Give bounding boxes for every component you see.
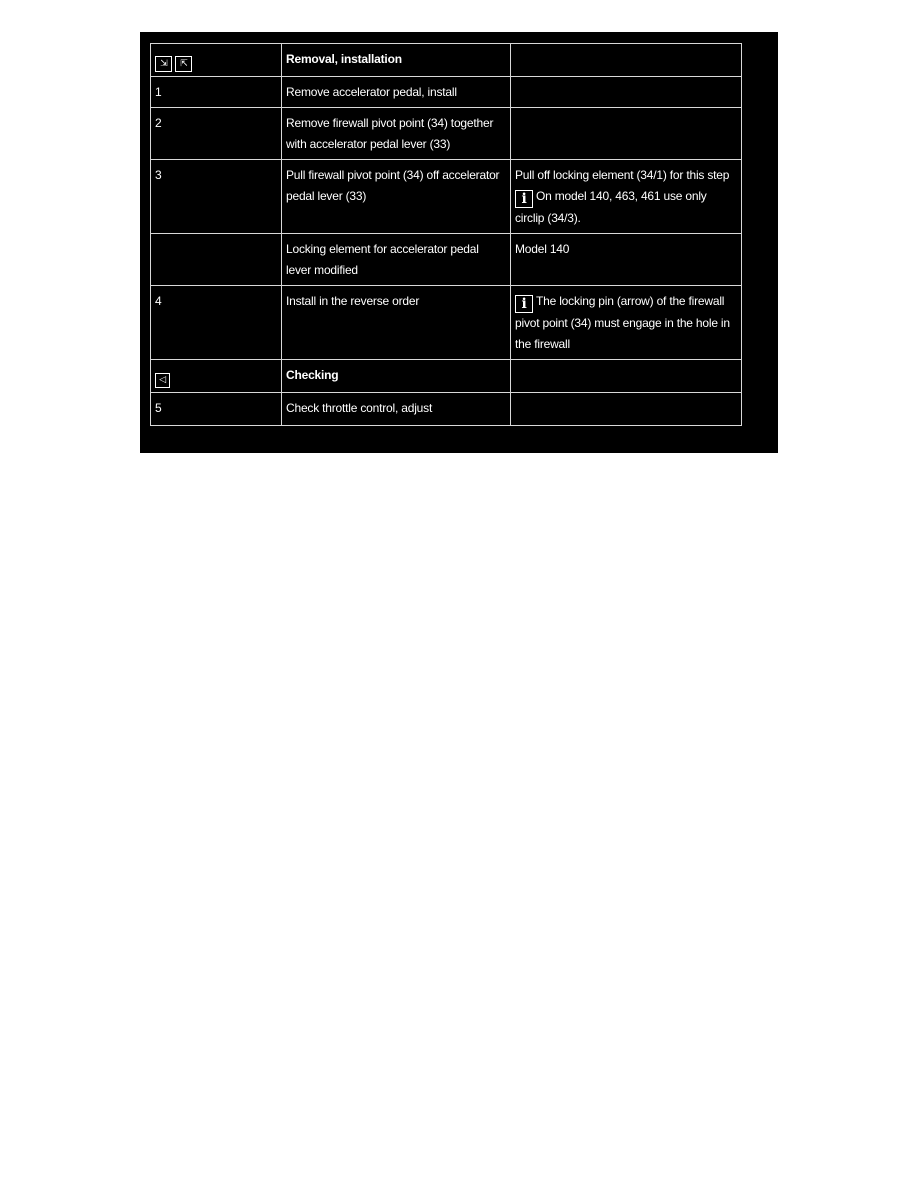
note-line: Pull off locking element (34/1) for this step [515,168,730,182]
procedure-sheet [140,32,778,453]
table-row [151,393,742,426]
step-number: 4 [151,286,282,360]
tool-icon: ⇲ [155,56,172,72]
step-number: 2 [151,108,282,160]
note-text: On model 140, 463, 461 use only circlip (34/3). [515,189,707,225]
note-text: The locking pin (arrow) of the firewall pivot point (34) must engage in the hole in the firewall [515,294,730,351]
procedure-table [150,43,742,426]
action-cell: Locking element for accelerator pedal lever modified [282,234,511,286]
step-number: 5 [151,393,282,426]
step-number: 3 [151,160,282,234]
note-line [515,186,737,229]
table-row [151,286,742,360]
note-cell [511,393,742,426]
section-title: Removal, installation [282,44,511,77]
table-row [151,234,742,286]
tool-icon: ⇱ [175,56,192,72]
action-cell: Check throttle control, adjust [282,393,511,426]
action-cell: Remove accelerator pedal, install [282,77,511,108]
note-cell [511,286,742,360]
note-cell [511,44,742,77]
info-icon: i [515,295,533,313]
step-number [151,234,282,286]
table-row [151,44,742,77]
step-cell [151,44,282,77]
table-row [151,360,742,393]
note-cell [511,77,742,108]
table-row [151,160,742,234]
note-cell: Model 140 [511,234,742,286]
check-icon: ◁ [155,373,170,388]
info-icon: i [515,190,533,208]
table-row [151,108,742,160]
note-cell [511,108,742,160]
section-title: Checking [282,360,511,393]
table-row [151,77,742,108]
note-cell [511,360,742,393]
step-number: 1 [151,77,282,108]
step-cell [151,360,282,393]
note-cell [511,160,742,234]
action-cell: Pull firewall pivot point (34) off accelerator pedal lever (33) [282,160,511,234]
action-cell: Remove firewall pivot point (34) together with accelerator pedal lever (33) [282,108,511,160]
action-cell: Install in the reverse order [282,286,511,360]
